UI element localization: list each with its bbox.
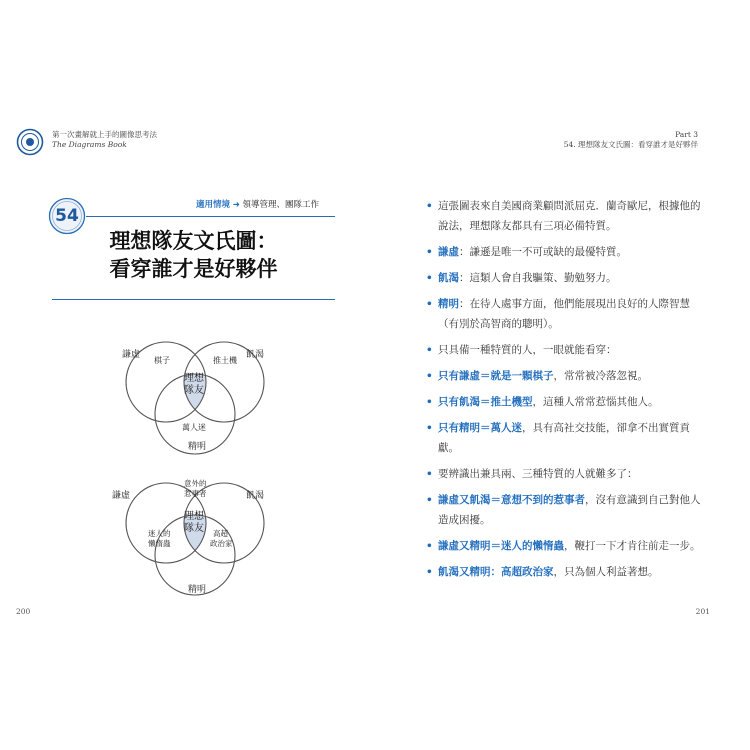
bullet-key: 飢渴又精明：高超政治家 (438, 566, 554, 578)
bullet-item (426, 392, 708, 412)
bullet-text: ：在待人處事方面，他們能展現出良好的人際智慧（有別於高智商的聰明）。 (438, 298, 690, 330)
bullet-text: ，鞭打一下才肯往前走一步。 (564, 540, 701, 552)
label-lazy-a: 迷人的 (148, 529, 171, 538)
bullet-dot-icon: • (426, 246, 433, 258)
bullet-key: 只有謙虛＝就是一顆棋子 (438, 370, 554, 382)
bullet-dot-icon: • (426, 200, 433, 212)
page-title (52, 227, 335, 283)
bullet-item (426, 490, 708, 530)
bullet-item (426, 294, 708, 334)
bullet-key: 精明 (438, 298, 459, 310)
bullet-key: 謙虛又精明＝迷人的懶惰蟲 (438, 540, 564, 552)
center-label-2b: 隊友 (184, 523, 204, 534)
bullet-item (426, 562, 708, 582)
bullet-dot-icon: • (426, 494, 433, 506)
bullet-dot-icon: • (426, 540, 433, 552)
venn-diagram-2 (100, 465, 290, 600)
bullet-text: ，這種人常常惹惱其他人。 (532, 396, 659, 408)
label-charmer: 萬人迷 (182, 423, 206, 432)
bullet-item (426, 242, 708, 262)
bullet-item (426, 366, 708, 386)
bullet-text: 這張圖表來自美國商業顧問派屈克．蘭奇歐尼，根據他的說法，理想隊友都具有三項必備特質。 (438, 200, 701, 232)
bullet-key: 只有飢渴＝推土機型 (438, 396, 533, 408)
bullet-item (426, 418, 708, 458)
label-pawn: 棋子 (154, 356, 170, 365)
label-bulldozer: 推土機 (213, 356, 237, 365)
center-label-1b: 隊友 (184, 385, 204, 396)
bullet-key: 只有精明＝萬人迷 (438, 422, 522, 434)
bullet-dot-icon: • (426, 422, 433, 434)
label-troublemaker-a: 意外的 (184, 479, 207, 488)
title-line-2: 看穿誰才是好夥伴 (109, 257, 278, 281)
scene-rule (86, 216, 335, 217)
chapter-label: 54. 理想隊友文氏圖：看穿誰才是好夥伴 (563, 140, 698, 149)
part-label: Part 3 (675, 130, 698, 139)
title-rule (52, 299, 335, 300)
bullet-dot-icon: • (426, 468, 433, 480)
bullet-item (426, 536, 708, 556)
bullet-dot-icon: • (426, 566, 433, 578)
bullet-text: 只具備一種特質的人，一眼就能看穿： (438, 344, 617, 356)
label-smart-2: 精明 (188, 585, 207, 595)
label-hungry-2: 飢渴 (246, 491, 265, 501)
book-logo-icon (16, 128, 44, 156)
label-smart-1: 精明 (188, 442, 207, 452)
label-lazy-b: 懶惰蟲 (148, 539, 171, 548)
bullet-dot-icon: • (426, 272, 433, 284)
bullet-dot-icon: • (426, 396, 433, 408)
label-humble-2: 謙虛 (112, 491, 131, 501)
chapter-number: 54 (55, 206, 79, 226)
bullet-text: ，具有高社交技能，卻拿不出實質貢獻。 (438, 422, 690, 454)
label-politician-a: 高超 (213, 529, 228, 538)
bullet-key: 飢渴 (438, 272, 459, 284)
bullet-text: ，只為個人利益著想。 (553, 566, 659, 578)
bullet-item (426, 196, 708, 236)
bullet-text: ，沒有意識到自己對他人造成困擾。 (438, 494, 701, 526)
title-line-1: 理想隊友文氏圖： (109, 229, 278, 253)
label-hungry-1: 飢渴 (246, 350, 265, 360)
bullet-item (426, 340, 708, 360)
book-title-zh: 第一次畫解就上手的圖像思考法 (52, 130, 157, 139)
center-label-1a: 理想 (184, 373, 204, 384)
bullet-dot-icon: • (426, 370, 433, 382)
bullet-item (426, 268, 708, 288)
label-troublemaker-b: 惹事者 (184, 489, 207, 498)
bullet-text: ：這類人會自我驅策、勤勉努力。 (459, 272, 617, 284)
arrow-icon: ➜ (232, 200, 240, 210)
bullet-text: 要辨識出兼具兩、三種特質的人就難多了： (438, 468, 638, 480)
scene-label: 適用情境 (196, 200, 231, 210)
bullet-item (426, 464, 708, 484)
scene-value: 領導管理、團隊工作 (242, 200, 320, 210)
bullet-dot-icon: • (426, 344, 433, 356)
running-header-right (564, 130, 698, 150)
bullet-key: 謙虛 (438, 246, 459, 258)
bullet-list (426, 196, 708, 588)
venn-diagram-1 (100, 320, 290, 460)
bullet-text: ，常常被冷落忽視。 (553, 370, 648, 382)
running-header-left (52, 130, 182, 150)
bullet-dot-icon: • (426, 298, 433, 310)
page-number-right: 201 (695, 607, 710, 616)
bullet-text: ：謙遜是唯一不可或缺的最優特質。 (459, 246, 627, 258)
bullet-key: 謙虛又飢渴＝意想不到的惹事者 (438, 494, 585, 506)
book-title-en: The Diagrams Book (52, 140, 127, 149)
center-label-2a: 理想 (184, 511, 204, 522)
page-number-left: 200 (16, 607, 31, 616)
label-politician-b: 政治家 (210, 539, 233, 548)
scene-label-row (196, 198, 319, 210)
label-humble-1: 謙虛 (122, 350, 141, 360)
